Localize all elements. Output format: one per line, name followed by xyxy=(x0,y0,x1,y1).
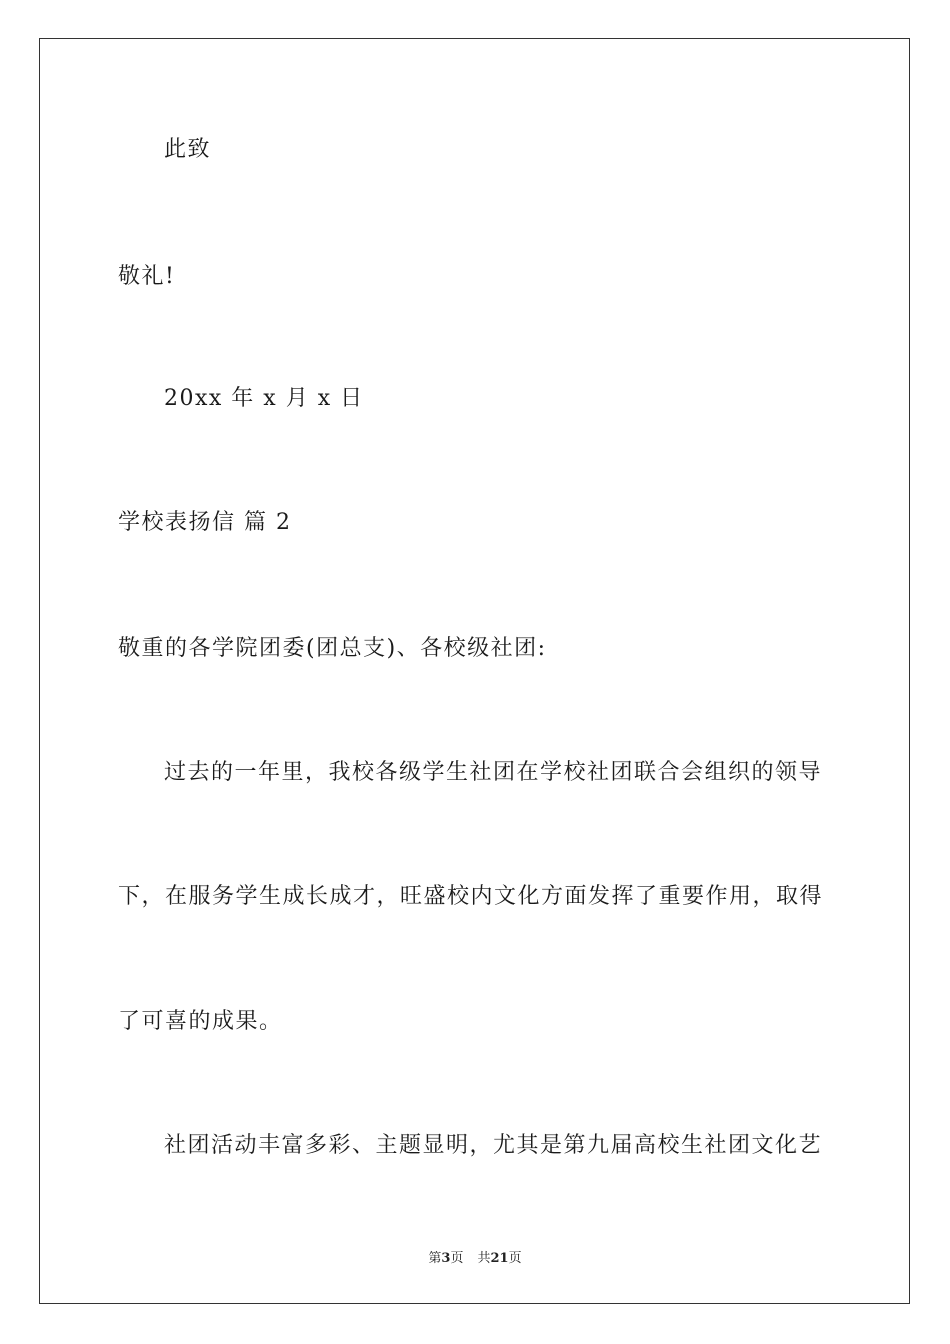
footer-total-suffix: 页 xyxy=(508,1251,522,1266)
body-paragraph-line: 过去的一年里，我校各级学生社团在学校社团联合会组织的领导 xyxy=(164,760,823,785)
footer-page-number: 3 xyxy=(441,1251,451,1266)
closing-regards: 敬礼! xyxy=(118,264,176,289)
footer-page-suffix: 页 xyxy=(450,1251,464,1266)
section-title: 学校表扬信 篇 2 xyxy=(118,510,292,535)
letter-date: 20xx 年 x 月 x 日 xyxy=(164,386,364,411)
page-border xyxy=(39,38,910,1304)
letter-greeting: 敬重的各学院团委(团总支)、各校级社团: xyxy=(118,636,547,661)
page-footer xyxy=(0,1247,950,1266)
body-paragraph-line: 社团活动丰富多彩、主题显明，尤其是第九届高校生社团文化艺 xyxy=(164,1133,823,1158)
body-paragraph-line: 下，在服务学生成长成才，旺盛校内文化方面发挥了重要作用，取得 xyxy=(118,884,824,909)
footer-total-pages: 21 xyxy=(490,1251,509,1266)
footer-total-prefix: 共 xyxy=(477,1251,491,1266)
footer-page-prefix: 第 xyxy=(428,1251,442,1266)
body-paragraph-line: 了可喜的成果。 xyxy=(118,1009,283,1034)
closing-salutation: 此致 xyxy=(164,137,212,162)
